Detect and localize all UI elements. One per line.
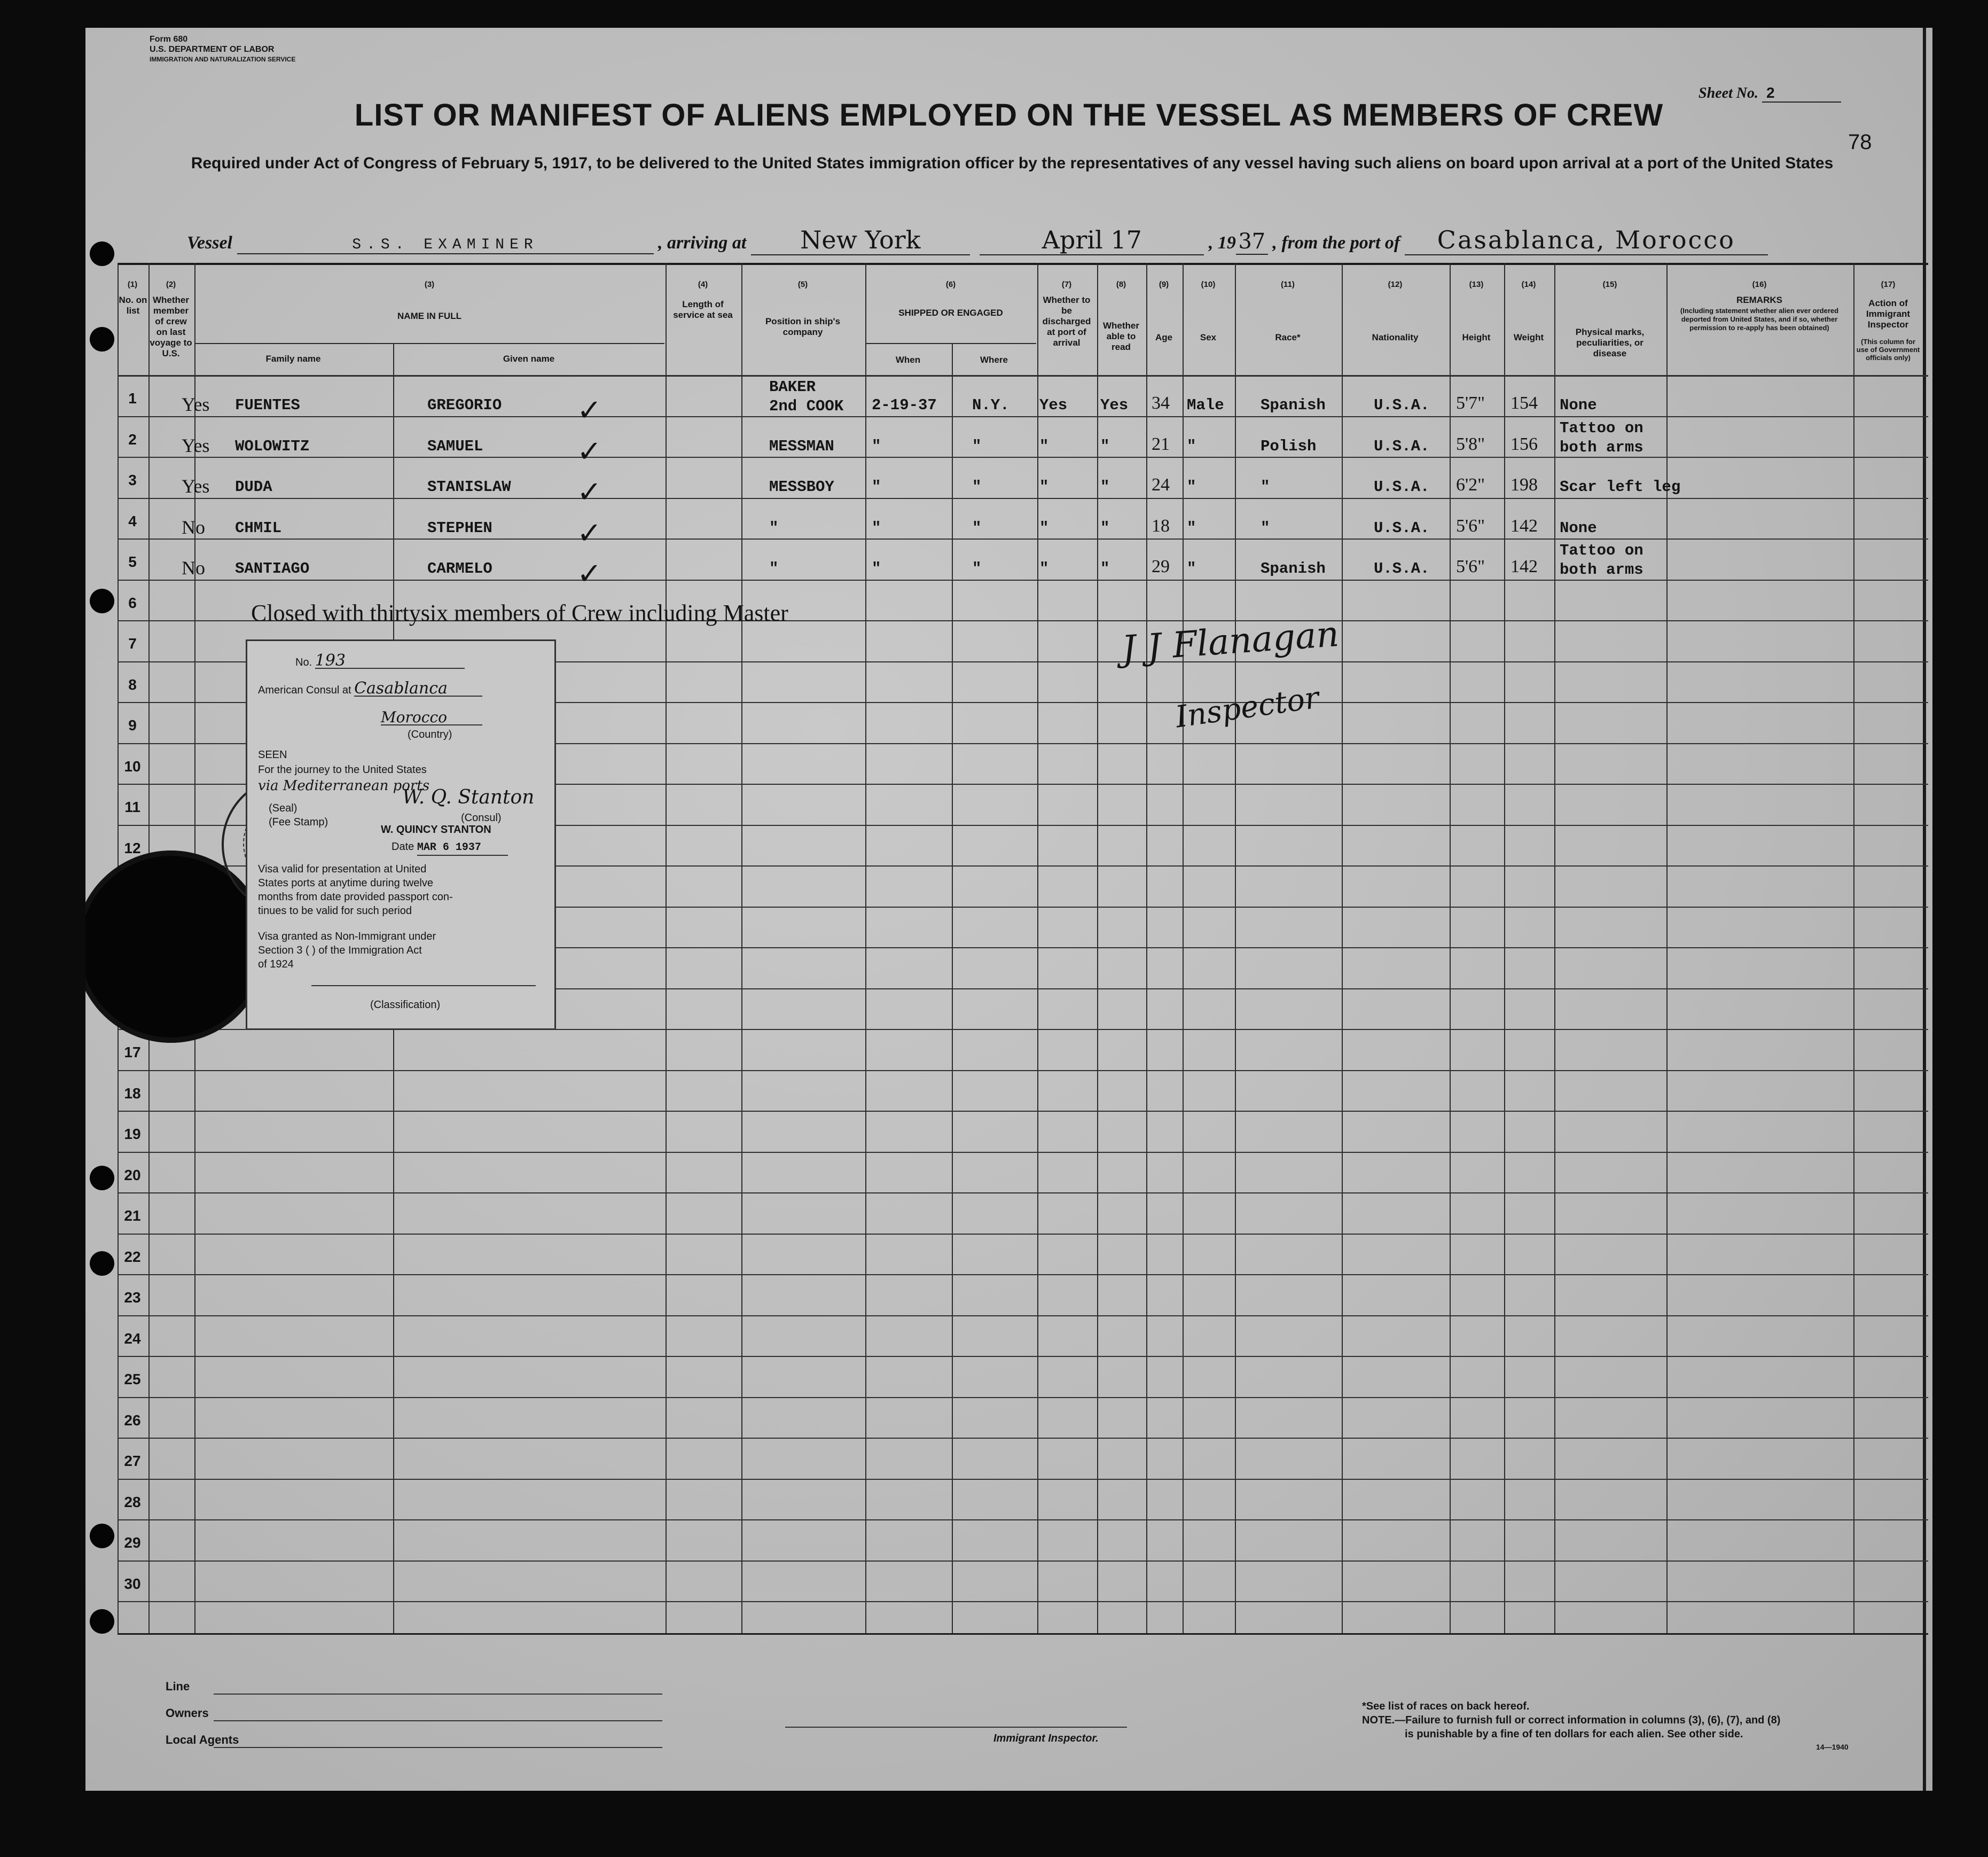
- col13-number: (13): [1469, 280, 1484, 289]
- row-rule: [118, 1438, 1928, 1439]
- col7-header: Whether to be discharged at port of arrival: [1042, 295, 1091, 348]
- visa-date: MAR 6 1937: [417, 841, 508, 856]
- discharged: ": [1039, 438, 1049, 455]
- row-rule: [118, 416, 1928, 417]
- row-number: 12: [124, 840, 141, 856]
- consul-signature: W. Q. Stanton: [402, 786, 535, 808]
- physical-marks: Scar left leg: [1560, 478, 1681, 496]
- shipped-when: 2-19-37: [872, 396, 937, 414]
- row-number: 22: [124, 1249, 141, 1265]
- row-number: 25: [124, 1371, 141, 1387]
- row-rule: [118, 1356, 1928, 1357]
- last-voyage: No: [182, 557, 205, 579]
- manifest-subtitle: Required under Act of Congress of February 5, 1917, to be delivered to the United States immigration officer by the representatives of any vessel having such aliens on board upon arrival at a port of the United States: [191, 154, 1834, 172]
- closing-note: Closed with thirtysix members of Crew including Master: [251, 600, 788, 626]
- punch-hole: [90, 589, 114, 613]
- consul-title: (Consul): [461, 812, 502, 824]
- row-number: 11: [124, 799, 140, 815]
- position: MESSBOY: [769, 478, 834, 496]
- header-subrule: [865, 343, 1036, 344]
- validity-line-1: Visa valid for presentation at United: [258, 863, 427, 875]
- col12-header: Nationality: [1372, 332, 1419, 342]
- col2-header: Whether member of crew on last voyage to U.S.: [150, 295, 192, 358]
- able-to-read: ": [1100, 560, 1110, 578]
- service-check: ✓: [577, 435, 602, 469]
- country-caption: (Country): [408, 729, 452, 740]
- family-name: FUENTES: [235, 396, 300, 414]
- row-number: 23: [124, 1289, 141, 1306]
- inspector-signature: J J Flanagan: [1120, 613, 1341, 670]
- able-to-read: ": [1100, 478, 1110, 496]
- shipped-when: ": [872, 438, 881, 455]
- status-line-1: Visa granted as Non-Immigrant under: [258, 931, 436, 942]
- table-top-rule: [118, 263, 1928, 265]
- row-number: 30: [124, 1575, 141, 1592]
- manifest-title: LIST OR MANIFEST OF ALIENS EMPLOYED ON THE VESSEL AS MEMBERS OF CREW: [354, 98, 1664, 132]
- race: Spanish: [1261, 396, 1326, 414]
- punch-hole: [90, 241, 114, 266]
- height: 5'6": [1456, 516, 1485, 536]
- footer-agents-rule: [214, 1747, 662, 1748]
- row-rule: [118, 1192, 1928, 1193]
- row-number: 10: [124, 758, 141, 775]
- weight: 198: [1510, 475, 1538, 495]
- punch-hole: [90, 327, 114, 352]
- row-number: 17: [124, 1044, 141, 1060]
- form-number: Form 680: [150, 35, 188, 44]
- consul-city: Casablanca: [354, 682, 482, 697]
- discharged: Yes: [1039, 396, 1068, 414]
- journey-text: For the journey to the United States: [258, 764, 427, 776]
- service-check: ✓: [577, 394, 602, 427]
- sex: Male: [1187, 396, 1224, 414]
- validity-line-4: tinues to be valid for such period: [258, 905, 412, 917]
- discharged: ": [1039, 560, 1049, 578]
- consul-name: W. QUINCY STANTON: [381, 824, 491, 836]
- nationality: U.S.A.: [1374, 396, 1430, 414]
- footer-owners-rule: [214, 1720, 662, 1721]
- arrival-date: April 17: [980, 225, 1204, 255]
- weight: 154: [1510, 393, 1538, 413]
- col1-header: No. on list: [119, 295, 147, 316]
- row-number: 29: [124, 1534, 141, 1551]
- sheet-right-edge: [1923, 28, 1926, 1791]
- punch-hole: [90, 1609, 114, 1634]
- col10-header: Sex: [1200, 332, 1217, 342]
- able-to-read: ": [1100, 519, 1110, 537]
- col14-number: (14): [1521, 280, 1536, 289]
- row-number: 26: [124, 1412, 141, 1429]
- form-header: [150, 34, 295, 65]
- col2-number: (2): [166, 280, 176, 289]
- position: MESSMAN: [769, 438, 834, 455]
- last-voyage: No: [182, 517, 205, 538]
- nationality: U.S.A.: [1374, 519, 1430, 537]
- given-name: GREGORIO: [427, 396, 502, 414]
- col6-where-header: Where: [980, 355, 1008, 365]
- sex: ": [1187, 560, 1196, 578]
- shipped-where: ": [972, 560, 982, 578]
- row-number: 28: [124, 1494, 141, 1510]
- age: 24: [1152, 475, 1170, 495]
- immigrant-inspector-label: Immigrant Inspector.: [993, 1733, 1099, 1744]
- height: 5'6": [1456, 557, 1485, 576]
- fine-note-line-2: is punishable by a fine of ten dollars for each alien. See other side.: [1405, 1728, 1743, 1740]
- row-rule: [118, 1479, 1928, 1480]
- fine-note-line-1: NOTE.—Failure to furnish full or correct information in columns (3), (6), (7), and (8): [1362, 1714, 1781, 1726]
- row-rule: [118, 1519, 1928, 1520]
- col4-header: Length of service at sea: [673, 299, 733, 320]
- seal-label: (Seal): [269, 802, 298, 814]
- sex: ": [1187, 438, 1196, 455]
- row-number: 19: [124, 1126, 141, 1142]
- shipped-when: ": [872, 560, 881, 578]
- col16-subheader: (Including statement whether alien ever ordered deported from United States, and if so, whether permission to re-apply has been obtained): [1680, 307, 1839, 332]
- footer-owners-label: Owners: [166, 1706, 209, 1720]
- physical-marks-line-2: both arms: [1560, 561, 1643, 579]
- physical-marks: None: [1560, 519, 1597, 537]
- classification-label: (Classification): [370, 999, 441, 1011]
- print-code: 14—1940: [1816, 1743, 1849, 1751]
- col9-number: (9): [1159, 280, 1169, 289]
- row-rule: [118, 1397, 1928, 1398]
- given-name: STANISLAW: [427, 478, 511, 496]
- col6-number: (6): [945, 280, 956, 289]
- col11-header: Race*: [1275, 332, 1301, 342]
- header-subrule: [194, 343, 664, 344]
- position-line-2: 2nd COOK: [769, 397, 844, 415]
- weight: 156: [1510, 434, 1538, 454]
- col4-number: (4): [698, 280, 708, 289]
- col15-number: (15): [1602, 280, 1617, 289]
- row-number: 4: [128, 513, 137, 529]
- row-rule: [118, 539, 1928, 540]
- race-footnote: *See list of races on back hereof.: [1362, 1700, 1530, 1712]
- row-number: 6: [128, 595, 137, 611]
- sex: ": [1187, 519, 1196, 537]
- row-number: 2: [128, 431, 137, 448]
- row-number: 7: [128, 635, 137, 652]
- departure-port: Casablanca, Morocco: [1405, 225, 1768, 255]
- row-rule: [118, 498, 1928, 499]
- col11-number: (11): [1281, 280, 1295, 289]
- height: 5'7": [1456, 393, 1485, 413]
- department-name: U.S. DEPARTMENT OF LABOR: [150, 45, 275, 54]
- position: ": [769, 519, 779, 537]
- shipped-where: N.Y.: [972, 396, 1009, 414]
- row-number: 21: [124, 1207, 141, 1224]
- able-to-read: Yes: [1100, 396, 1129, 414]
- inspector-title-handwritten: Inspector: [1173, 680, 1321, 735]
- sheet-number-value: 2: [1762, 84, 1841, 103]
- col17-number: (17): [1881, 280, 1896, 289]
- col6-header: SHIPPED OR ENGAGED: [898, 308, 1003, 318]
- row-number: 8: [128, 676, 137, 693]
- last-voyage: Yes: [182, 435, 210, 456]
- physical-marks-line-2: both arms: [1560, 439, 1643, 456]
- row-rule: [118, 1315, 1928, 1316]
- position: ": [769, 560, 779, 578]
- position: BAKER: [769, 378, 816, 396]
- footer-agents-label: Local Agents: [166, 1733, 239, 1746]
- row-rule: [118, 580, 1928, 581]
- service-check: ✓: [577, 558, 602, 591]
- weight: 142: [1510, 557, 1538, 576]
- able-to-read: ": [1100, 438, 1110, 455]
- col12-number: (12): [1388, 280, 1403, 289]
- consul-label: American Consul at: [258, 684, 351, 696]
- shipped-where: ": [972, 478, 982, 496]
- row-number: 1: [128, 390, 137, 407]
- family-name: SANTIAGO: [235, 560, 310, 578]
- discharged: ": [1039, 478, 1049, 496]
- inspector-sign-line: [785, 1727, 1127, 1728]
- manifest-sheet: [85, 28, 1932, 1791]
- shipped-when: ": [872, 519, 881, 537]
- from-port-label: , from the port of: [1272, 233, 1400, 253]
- family-name: CHMIL: [235, 519, 282, 537]
- row-rule: [118, 1601, 1928, 1602]
- visa-number: 193: [315, 654, 465, 669]
- row-number: 18: [124, 1085, 141, 1102]
- service-name: IMMIGRATION AND NATURALIZATION SERVICE: [150, 56, 296, 63]
- col7-number: (7): [1061, 280, 1072, 289]
- col15-header: Physical marks, peculiarities, or disease: [1575, 327, 1645, 358]
- race: Polish: [1261, 438, 1317, 455]
- col17-header: Action of Immigrant Inspector: [1866, 298, 1911, 330]
- arrival-year: 37: [1236, 229, 1268, 255]
- family-name: WOLOWITZ: [235, 438, 310, 455]
- punch-hole: [90, 1251, 114, 1276]
- punch-hole: [90, 1524, 114, 1548]
- service-check: ✓: [577, 517, 602, 550]
- vessel-line: [187, 225, 1768, 255]
- vessel-label: Vessel: [187, 233, 232, 253]
- validity-line-2: States ports at anytime during twelve: [258, 877, 433, 889]
- validity-line-3: months from date provided passport con-: [258, 891, 453, 903]
- race: ": [1261, 519, 1270, 537]
- row-rule: [118, 1560, 1928, 1562]
- sheet-number-label: Sheet No.: [1699, 85, 1758, 102]
- given-name: CARMELO: [427, 560, 492, 578]
- nationality: U.S.A.: [1374, 478, 1430, 496]
- row-number: 3: [128, 472, 137, 488]
- age: 34: [1152, 393, 1170, 413]
- col13-header: Height: [1462, 332, 1491, 342]
- col3-given-header: Given name: [503, 354, 555, 364]
- col10-number: (10): [1201, 280, 1216, 289]
- col14-header: Weight: [1513, 332, 1544, 342]
- family-name: DUDA: [235, 478, 272, 496]
- row-rule: [118, 375, 1928, 377]
- weight: 142: [1510, 516, 1538, 536]
- age: 18: [1152, 516, 1170, 536]
- row-number: 9: [128, 717, 137, 734]
- col3-number: (3): [424, 280, 435, 289]
- page-number: 78: [1848, 130, 1872, 154]
- given-name: STEPHEN: [427, 519, 492, 537]
- visa-no-label: No.: [295, 657, 312, 668]
- shipped-where: ": [972, 519, 982, 537]
- given-name: SAMUEL: [427, 438, 483, 455]
- age: 29: [1152, 557, 1170, 576]
- age: 21: [1152, 434, 1170, 454]
- col1-number: (1): [127, 280, 138, 289]
- sex: ": [1187, 478, 1196, 496]
- consul-country: Morocco: [381, 711, 482, 725]
- row-rule: [118, 1274, 1928, 1275]
- col16-header: REMARKS: [1736, 295, 1782, 305]
- footer-line-rule: [214, 1694, 662, 1695]
- race: Spanish: [1261, 560, 1326, 578]
- height: 5'8": [1456, 434, 1485, 454]
- row-rule: [118, 1070, 1928, 1071]
- classification-line: [311, 985, 536, 986]
- arriving-port: New York: [751, 225, 970, 255]
- vessel-name: S.S. EXAMINER: [237, 237, 654, 254]
- row-rule: [118, 1152, 1928, 1153]
- discharged: ": [1039, 519, 1049, 537]
- arriving-label: , arriving at: [658, 233, 747, 253]
- row-number: 5: [128, 553, 137, 570]
- last-voyage: Yes: [182, 475, 210, 497]
- col3-header: NAME IN FULL: [397, 311, 461, 321]
- table-bottom-rule: [118, 1633, 1928, 1635]
- col8-number: (8): [1116, 280, 1126, 289]
- row-number: 24: [124, 1330, 141, 1347]
- col5-number: (5): [797, 280, 808, 289]
- col3-family-header: Family name: [265, 354, 321, 364]
- col9-header: Age: [1155, 332, 1173, 342]
- seen-label: SEEN: [258, 749, 287, 761]
- row-number: 27: [124, 1453, 141, 1469]
- fee-stamp-label: (Fee Stamp): [269, 816, 328, 828]
- row-rule: [118, 1111, 1928, 1112]
- row-rule: [118, 1234, 1928, 1235]
- row-number: 20: [124, 1167, 141, 1183]
- status-line-3: of 1924: [258, 958, 294, 970]
- col16-number: (16): [1752, 280, 1767, 289]
- service-check: ✓: [577, 476, 602, 509]
- nationality: U.S.A.: [1374, 560, 1430, 578]
- col5-header: Position in ship's company: [765, 316, 841, 337]
- physical-marks: None: [1560, 396, 1597, 414]
- physical-marks: Tattoo on: [1560, 419, 1643, 437]
- visa-date-label: Date: [392, 841, 414, 853]
- status-line-2: Section 3 ( ) of the Immigration Act: [258, 945, 422, 956]
- via-ports: via Mediterranean ports: [258, 778, 430, 794]
- race: ": [1261, 478, 1270, 496]
- col17-subheader: (This column for use of Government officials only): [1856, 338, 1920, 362]
- col6-when-header: When: [895, 355, 921, 365]
- punch-hole: [90, 1166, 114, 1190]
- col8-header: Whether able to read: [1103, 321, 1139, 352]
- shipped-where: ": [972, 438, 982, 455]
- row-rule: [118, 457, 1928, 458]
- nationality: U.S.A.: [1374, 438, 1430, 455]
- shipped-when: ": [872, 478, 881, 496]
- year-prefix: , 19: [1208, 233, 1236, 253]
- height: 6'2": [1456, 475, 1485, 495]
- footer-line-label: Line: [166, 1680, 190, 1693]
- consular-visa-stamp: [246, 639, 556, 1030]
- last-voyage: Yes: [182, 394, 210, 415]
- physical-marks: Tattoo on: [1560, 542, 1643, 559]
